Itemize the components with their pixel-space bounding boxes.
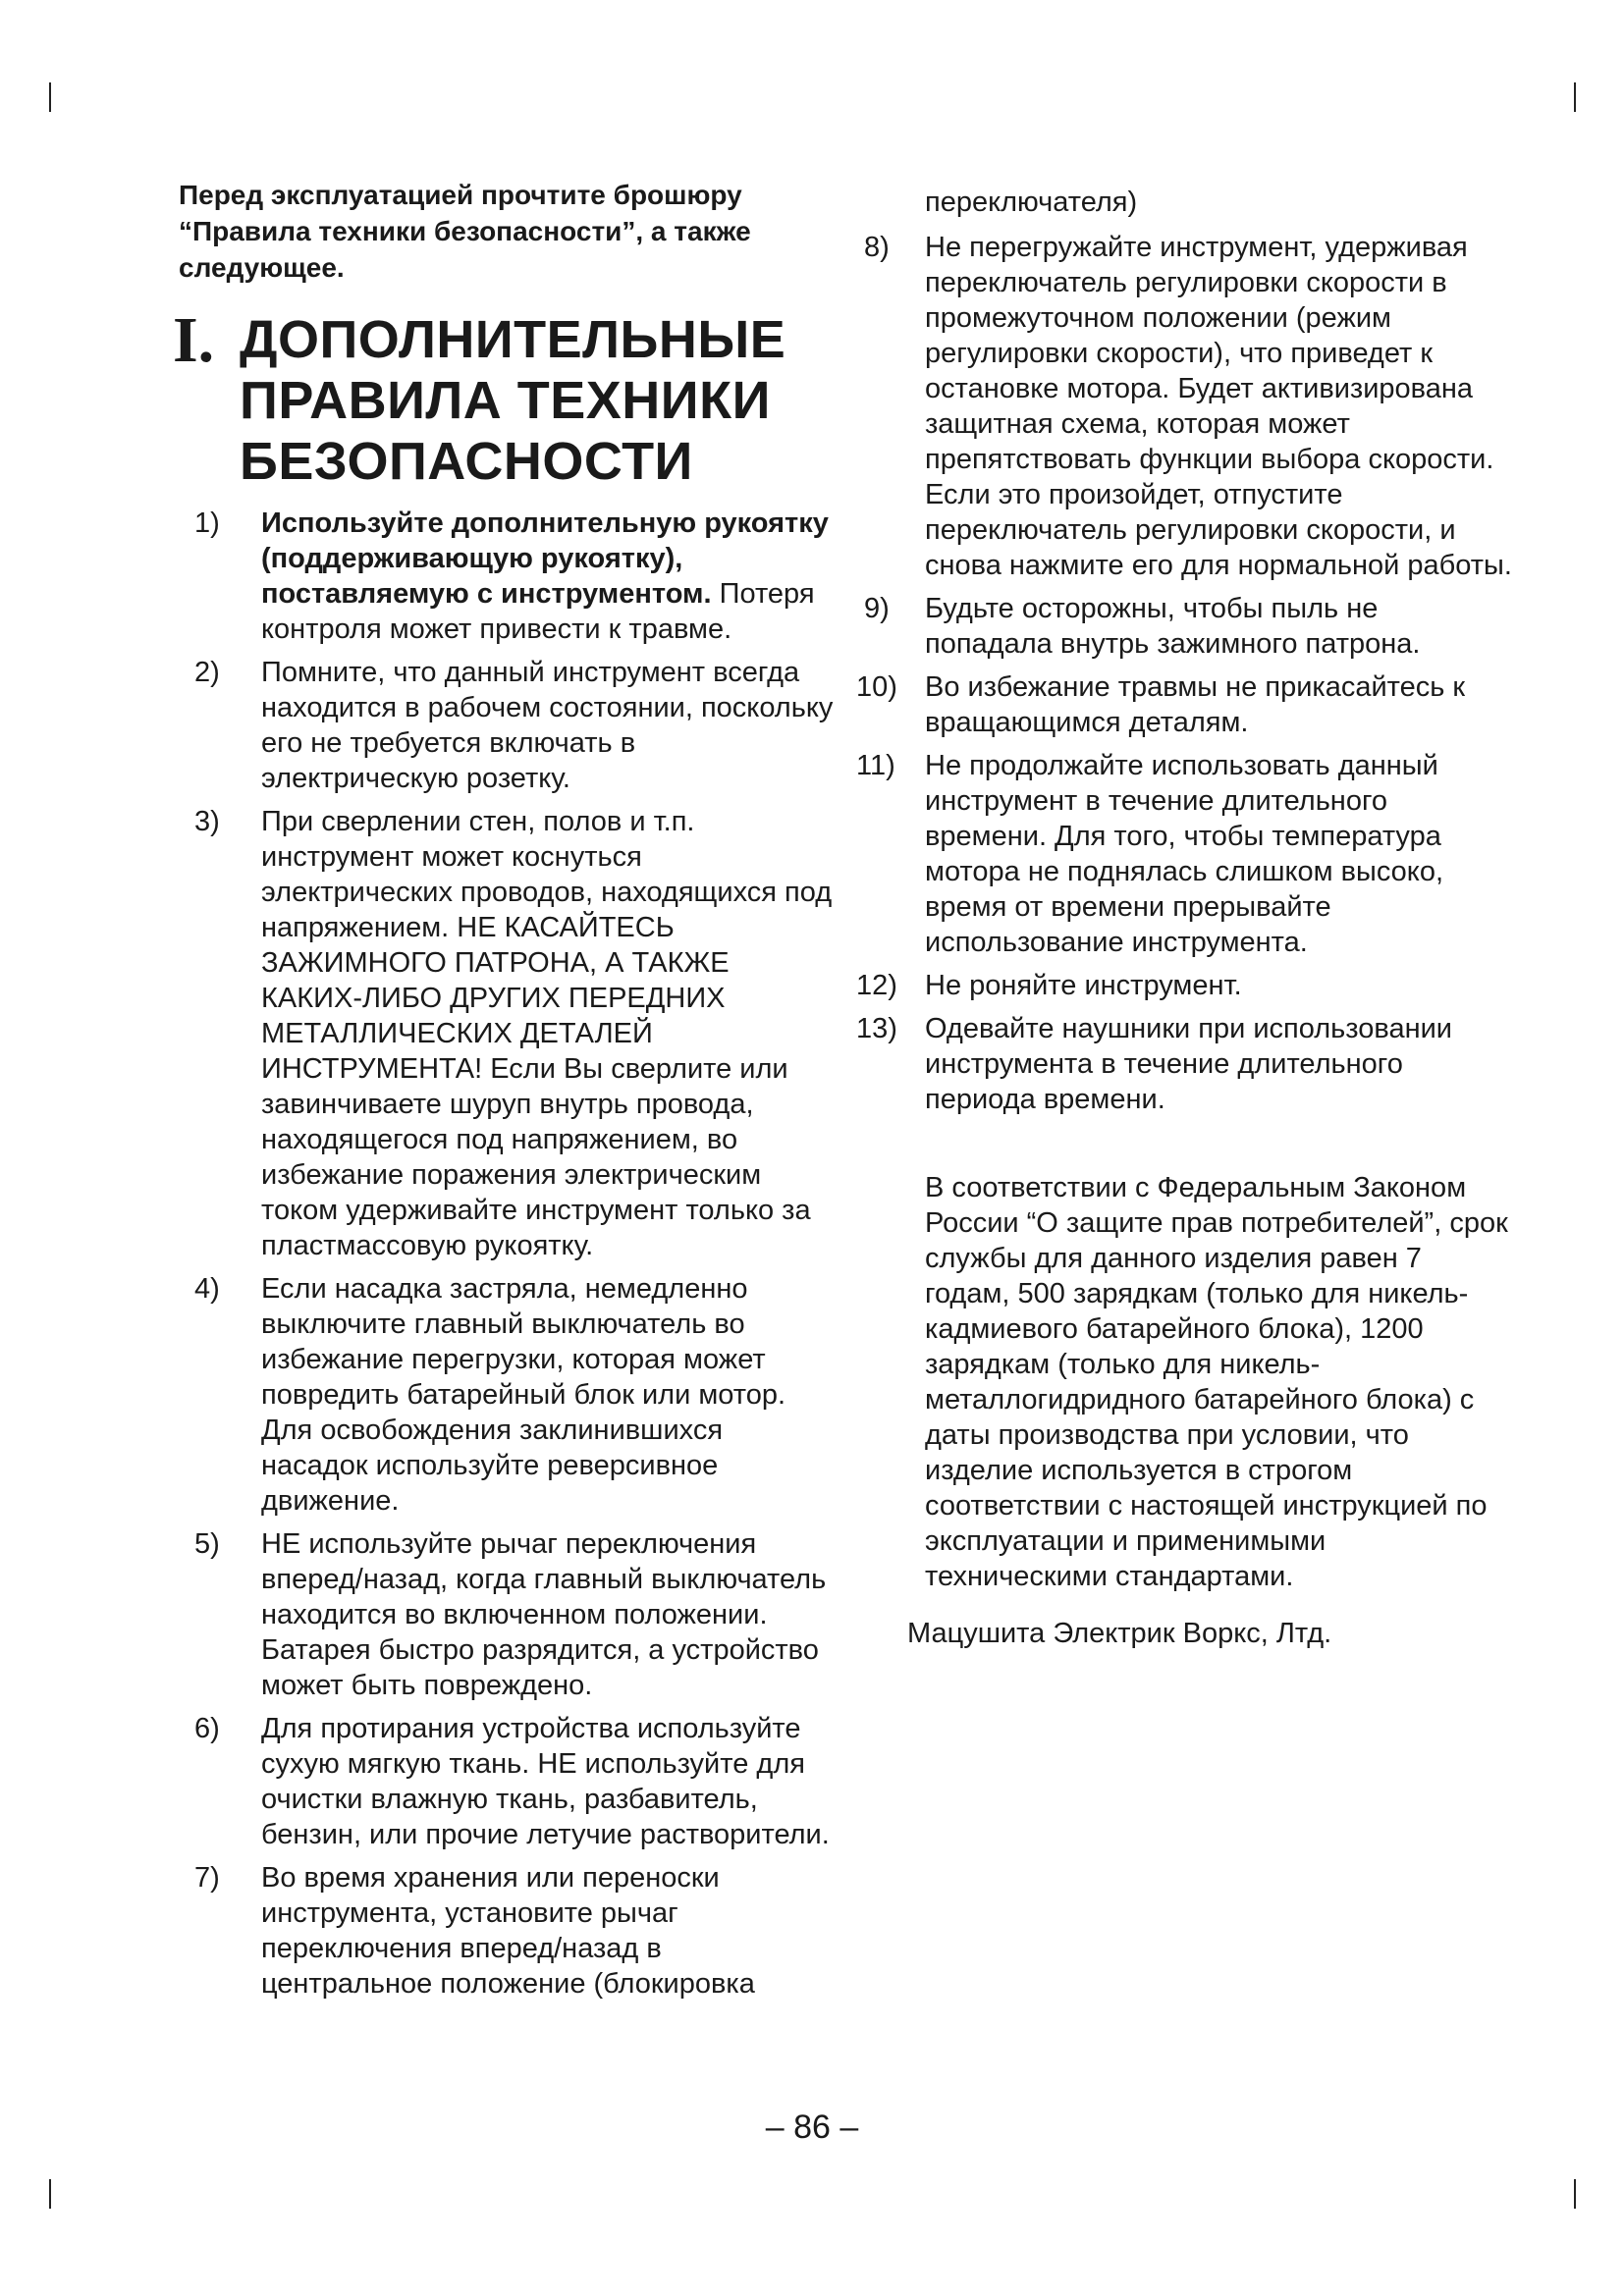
- left-column: [173, 173, 837, 2009]
- rule-text: Не роняйте инструмент.: [925, 970, 1242, 1001]
- section-title: [240, 309, 785, 492]
- rule-item: [864, 230, 1512, 583]
- rule-item: [856, 669, 1512, 740]
- rule-number: 7): [194, 1862, 220, 1894]
- rule-text: Будьте осторожны, чтобы пыль не попадала внутрь зажимного патрона.: [925, 593, 1421, 660]
- rule-number: 1): [194, 507, 220, 539]
- rule-number: 4): [194, 1273, 220, 1305]
- rule-item: [864, 591, 1512, 662]
- crop-mark-top-left: [49, 82, 51, 112]
- rule-text: Не продолжайте использовать данный инструмент в течение длительного времени. Для того, чтобы температура мотора не поднялась слишком высоко, время от времени прерывайте использование инструмента.: [925, 750, 1444, 958]
- rule-text: Одевайте наушники при использовании инструмента в течение длительного периода времени.: [925, 1013, 1452, 1115]
- section-title-line: БЕЗОПАСНОСТИ: [240, 432, 693, 491]
- rule-bold-text: Используйте дополнительную рукоятку (поддерживающую рукоятку), поставляемую с инструментом.: [261, 507, 829, 610]
- rule-number: 9): [864, 593, 890, 624]
- section-title-line: ДОПОЛНИТЕЛЬНЫЕ: [240, 310, 786, 369]
- rule-text: Не перегружайте инструмент, удерживая переключатель регулировки скорости в промежуточном положении (режим регулировки скорости), что приведет к остановке мотора. Будет активизирована защитная схема, которая может препятствовать функции выбора скорости. Если это произойдет, отпустите переключатель регулировки скорости, и снова нажмите его для нормальной работы.: [925, 232, 1512, 581]
- rule-item: [179, 804, 837, 1263]
- rule-text: Потеря контроля может привести к травме.: [261, 578, 815, 645]
- rule-item: [856, 1011, 1512, 1117]
- rules-list-right: [856, 230, 1512, 1117]
- section-title-line: ПРАВИЛА ТЕХНИКИ: [240, 371, 771, 430]
- rules-list-left: [179, 506, 837, 2002]
- rule-number: 2): [194, 657, 220, 688]
- rule-number: 3): [194, 806, 220, 837]
- right-column: [856, 173, 1512, 1651]
- rule-item: [179, 506, 837, 647]
- rule-item: [179, 1711, 837, 1852]
- section-heading: [173, 304, 837, 492]
- intro-text: Перед эксплуатацией прочтите брошюру “Правила техники безопасности”, а также следующее.: [179, 180, 751, 283]
- rule-text: Если насадка застряла, немедленно выключите главный выключатель во избежание перегрузки, которая может повредить батарейный блок или мотор. Для освобождения заклинившихся насадок используйте реверсивное движение.: [261, 1273, 786, 1517]
- rule-item: [179, 1526, 837, 1703]
- crop-mark-top-right: [1574, 82, 1576, 112]
- rule-7-continuation: переключателя): [925, 187, 1138, 218]
- rule-item: [179, 655, 837, 796]
- company-name: Мацушита Электрик Воркс, Лтд.: [907, 1618, 1332, 1649]
- rule-text: Помните, что данный инструмент всегда находится в рабочем состоянии, поскольку его не требуется включать в электрическую розетку.: [261, 657, 834, 794]
- crop-mark-bottom-right: [1574, 2179, 1576, 2209]
- rule-number: 12): [856, 970, 897, 1001]
- rule-number: 8): [864, 232, 890, 263]
- rule-number: 11): [856, 750, 895, 781]
- rule-number: 13): [856, 1013, 897, 1044]
- crop-mark-bottom-left: [49, 2179, 51, 2209]
- rule-text: Для протирания устройства используйте сухую мягкую ткань. НЕ используйте для очистки влажную ткань, разбавитель, бензин, или прочие летучие растворители.: [261, 1713, 830, 1850]
- rule-number: 6): [194, 1713, 220, 1744]
- rule-item: [179, 1271, 837, 1519]
- warranty-notice: В соответствии с Федеральным Законом России “О защите прав потребителей”, срок службы для данного изделия равен 7 годам, 500 зарядкам (только для никель-кадмиевого батарейного блока), 1200 зарядкам (только для никель-металлогидридного батарейного блока) с даты производства при условии, что изделие используется в строгом соответствии с настоящей инструкцией по эксплуатации и применимыми техническими стандартами.: [925, 1172, 1508, 1592]
- rule-item: [856, 748, 1512, 960]
- rule-text: Во время хранения или переноски инструмента, установите рычаг переключения вперед/назад в центральное положение (блокировка: [261, 1862, 755, 2000]
- page-number: – 86 –: [765, 2109, 859, 2146]
- rule-item: [179, 1860, 837, 2002]
- rule-text: Во избежание травмы не прикасайтесь к вращающимся деталям.: [925, 671, 1466, 738]
- rule-number: 5): [194, 1528, 220, 1560]
- rule-text: При сверлении стен, полов и т.п. инструмент может коснуться электрических проводов, находящихся под напряжением. НЕ КАСАЙТЕСЬ ЗАЖИМНОГО ПАТРОНА, А ТАКЖЕ КАКИХ-ЛИБО ДРУГИХ ПЕРЕДНИХ МЕТАЛЛИЧЕСКИХ ДЕТАЛЕЙ ИНСТРУМЕНТА! Если Вы сверлите или завинчиваете шуруп внутрь провода, находящегося под напряжением, во избежание поражения электрическим током удерживайте инструмент только за пластмассовую рукоятку.: [261, 806, 833, 1261]
- rule-text: НЕ используйте рычаг переключения вперед/назад, когда главный выключатель находится во включенном положении. Батарея быстро разрядится, а устройство может быть повреждено.: [261, 1528, 827, 1701]
- rule-number: 10): [856, 671, 897, 703]
- section-number: I.: [173, 304, 215, 376]
- rule-item: [856, 968, 1512, 1003]
